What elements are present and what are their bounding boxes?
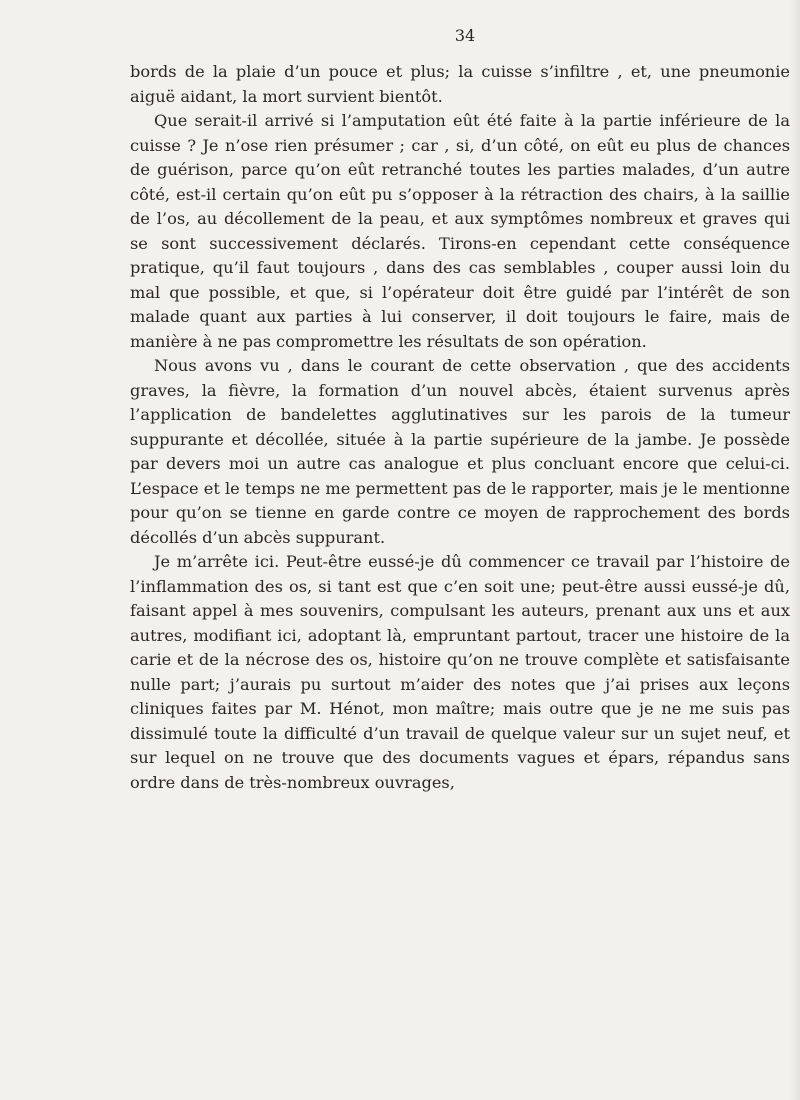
document-page bbox=[130, 26, 790, 795]
paragraph-3: Nous avons vu , dans le courant de cette observation , que des accidents graves, la fièvre, la formation d’un nouvel abcès, étaient survenus après l’application de bandelettes agglutinatives sur les parois de la tumeur suppurante et décollée, située à la partie supérieure de la jambe. Je possède par devers moi un autre cas analogue et plus concluant encore que celui-ci. L’espace et le temps ne me permettent pas de le rapporter, mais je le mentionne pour qu’on se tienne en garde contre ce moyen de rapprochement des bords décollés d’un abcès suppurant. bbox=[130, 356, 790, 547]
paragraph-4: Je m’arrête ici. Peut-être eussé-je dû commencer ce travail par l’histoire de l’inflammation des os, si tant est que c’en soit une; peut-être aussi eussé-je dû, faisant appel à mes souvenirs, compulsant les auteurs, prenant aux uns et aux autres, modifiant ici, adoptant là, empruntant partout, tracer une histoire de la carie et de la nécrose des os, histoire qu’on ne trouve complète et satisfaisante nulle part; j’aurais pu surtout m’aider des notes que j’ai prises aux leçons cliniques faites par M. Hénot, mon maître; mais outre que je ne me suis pas dissimulé toute la difficulté d’un travail de quelque valeur sur un sujet neuf, et sur lequel on ne trouve que des documents vagues et épars, répandus sans ordre dans de très-nombreux ouvrages, bbox=[130, 552, 790, 792]
paragraph-2: Que serait-il arrivé si l’amputation eût été faite à la partie inférieure de la cuisse ? Je n’ose rien présumer ; car , si, d’un côté, on eût eu plus de chances de guérison, parce qu’on eût retranché toutes les parties malades, d’un autre côté, est-il certain qu’on eût pu s’opposer à la rétraction des chairs, à la saillie de l’os, au décollement de la peau, et aux symptômes nombreux et graves qui se sont successivement déclarés. Tirons-en cependant cette conséquence pratique, qu’il faut toujours , dans des cas semblables , couper aussi loin du mal que possible, et que, si l’opérateur doit être guidé par l’intérêt de son malade quant aux parties à lui conserver, il doit toujours le faire, mais de manière à ne pas compromettre les résultats de son opération. bbox=[130, 111, 790, 351]
paragraph-1: bords de la plaie d’un pouce et plus; la cuisse s’infiltre , et, une pneumonie aiguë aidant, la mort survient bientôt. bbox=[130, 62, 790, 106]
page-number: 34 bbox=[454, 26, 476, 45]
page-edge-shadow bbox=[790, 0, 800, 1100]
